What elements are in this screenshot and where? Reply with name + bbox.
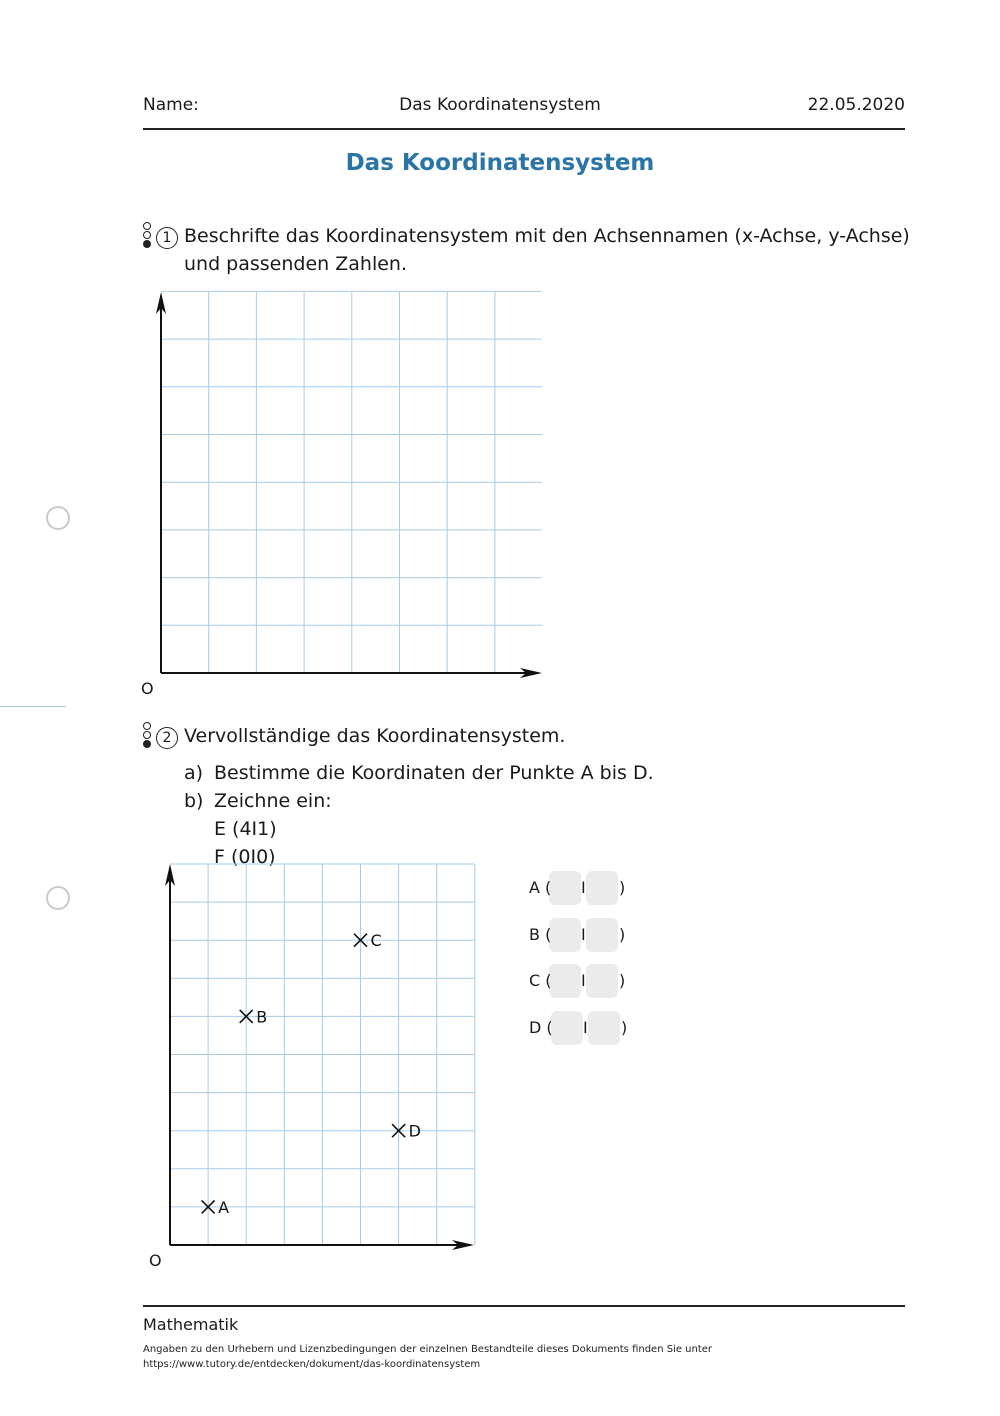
footer-note-line1: Angaben zu den Urhebern und Lizenzbedingungen der einzelnen Bestandteile dieses Dokuments finden Sie unter (143, 1344, 713, 1355)
answer-label: C ( (529, 971, 552, 990)
answer-close-paren: ) (619, 971, 626, 990)
grid-2 (170, 864, 475, 1245)
point-a-label: A (218, 1197, 230, 1217)
answer-separator: I (583, 1018, 588, 1037)
answer-label: A ( (529, 878, 552, 897)
answer-box-y[interactable] (586, 918, 618, 952)
axes-2 (165, 864, 474, 1250)
task-2a-text: Bestimme die Koordinaten der Punkte A bis D. (214, 762, 654, 784)
answer-separator: I (581, 925, 586, 944)
task-2-number: 2 (156, 722, 178, 750)
task-1-text-line1: Beschrifte das Koordinatensystem mit den Achsennamen (x-Achse, y-Achse) (184, 225, 910, 247)
points-2 (202, 931, 421, 1217)
origin-label-1: O (141, 679, 154, 698)
task-2b-point-f: F (0I0) (214, 846, 276, 868)
answer-close-paren: ) (621, 1018, 628, 1037)
answer-box-y[interactable] (586, 871, 618, 905)
page-title: Das Koordinatensystem (345, 150, 655, 176)
footer-note-line2: https://www.tutory.de/entdecken/dokument/das-koordinatensystem (143, 1359, 481, 1370)
answer-box-x[interactable] (551, 1011, 583, 1045)
answer-close-paren: ) (619, 925, 626, 944)
point-d-label: D (408, 1121, 421, 1141)
answer-box-y[interactable] (588, 1011, 620, 1045)
point-c-label: C (370, 931, 382, 951)
task-1-number: 1 (156, 222, 178, 250)
origin-label-2: O (149, 1251, 162, 1270)
answer-box-y[interactable] (586, 964, 618, 998)
answer-box-x[interactable] (549, 918, 581, 952)
footer-subject: Mathematik (143, 1315, 239, 1334)
point-b-label: B (256, 1007, 268, 1027)
header-title: Das Koordinatensystem (399, 95, 601, 115)
task-2a-marker: a) (184, 762, 204, 784)
task-1-text-line2: und passenden Zahlen. (184, 253, 407, 275)
answer-separator: I (581, 971, 586, 990)
task-2b-point-e: E (4I1) (214, 818, 277, 840)
answer-separator: I (581, 878, 586, 897)
footer-rule (143, 1305, 905, 1307)
answer-close-paren: ) (619, 878, 626, 897)
answer-box-x[interactable] (549, 964, 581, 998)
answer-box-x[interactable] (549, 871, 581, 905)
answer-label: B ( (529, 925, 552, 944)
header-date: 22.05.2020 (807, 95, 905, 115)
task-2-text: Vervollständige das Koordinatensystem. (184, 725, 566, 747)
task-2b-marker: b) (184, 790, 204, 812)
answer-label: D ( (529, 1018, 553, 1037)
task-2b-text: Zeichne ein: (214, 790, 332, 812)
name-label: Name: (143, 95, 199, 115)
